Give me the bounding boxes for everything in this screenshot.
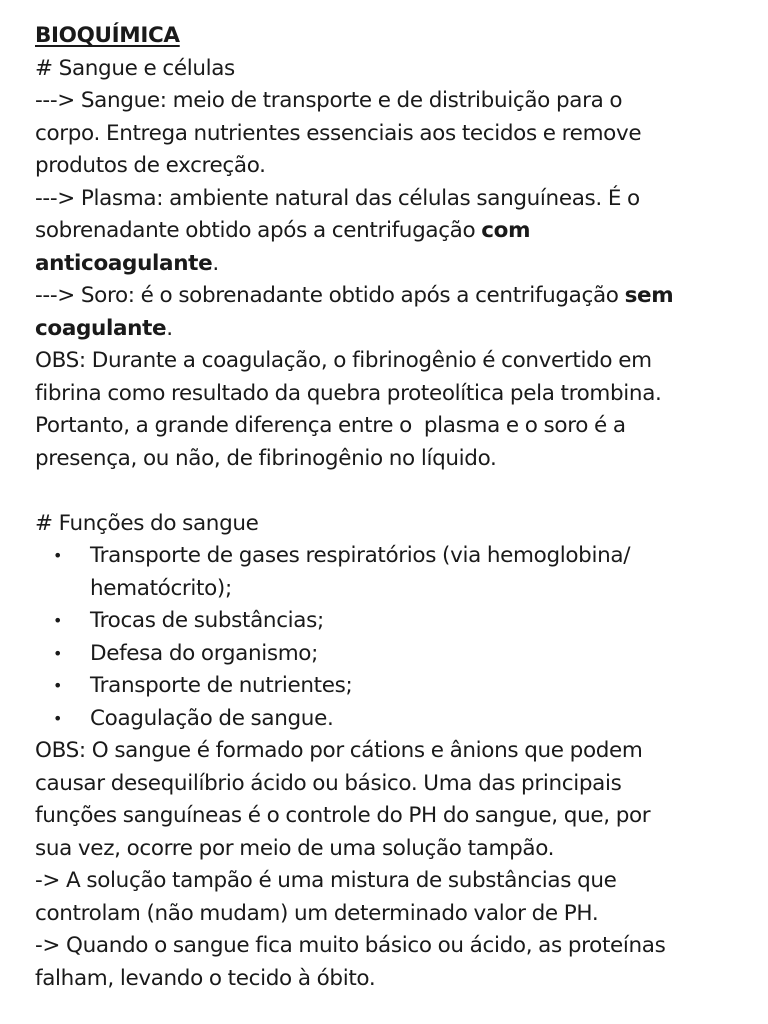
text-line: ---> Sangue: meio de transporte e de distribuição para o	[35, 88, 623, 113]
bold-term: coagulante	[35, 315, 167, 341]
text-line: OBS: Durante a coagulação, o fibrinogênio é convertido em	[35, 348, 652, 373]
list-item	[35, 638, 751, 671]
text-line: -> A solução tampão é uma mistura de substâncias que	[35, 868, 617, 893]
text-span: sobrenadante obtido após a centrifugação	[35, 218, 482, 243]
text-line: corpo. Entrega nutrientes essenciais aos tecidos e remove	[35, 120, 642, 146]
bold-term: com	[481, 218, 531, 243]
text-line	[35, 248, 751, 281]
bold-term: sem	[624, 283, 674, 308]
blank-line	[35, 475, 751, 508]
text-line	[35, 313, 751, 346]
list-item-text: Defesa do organismo;	[90, 640, 319, 666]
bullet-icon: •	[53, 708, 63, 728]
list-item	[35, 703, 751, 736]
text-span: .	[166, 315, 173, 341]
text-line: fibrina como resultado da quebra proteolítica pela trombina.	[35, 380, 662, 406]
text-line: falham, levando o tecido à óbito.	[35, 965, 376, 991]
bullet-icon: •	[53, 546, 63, 565]
sangue-paragraph	[35, 85, 751, 183]
text-span: .	[212, 250, 219, 276]
list-item-text: Transporte de gases respiratórios (via hemoglobina/	[90, 543, 631, 568]
text-line: ---> Plasma: ambiente natural das células sanguíneas. É o	[35, 185, 640, 211]
text-line	[35, 215, 751, 248]
list-item	[35, 605, 751, 638]
list-item	[35, 670, 751, 703]
text-line: controlam (não mudam) um determinado valor de PH.	[35, 900, 599, 926]
text-line	[35, 280, 751, 313]
functions-list	[35, 540, 751, 735]
text-line: causar desequilíbrio ácido ou básico. Uma das principais	[35, 770, 622, 796]
list-item	[35, 540, 751, 605]
bullet-icon: •	[53, 611, 63, 630]
list-item-text: Transporte de nutrientes;	[90, 673, 353, 698]
list-item-text: hematócrito);	[90, 575, 232, 601]
obs-paragraph-fibrinogenio	[35, 345, 751, 475]
text-span: ---> Soro: é o sobrenadante obtido após a centrifugação	[35, 283, 625, 308]
bullet-icon: •	[53, 676, 63, 695]
list-item-text: Coagulação de sangue.	[90, 705, 334, 731]
text-line: produtos de excreção.	[35, 153, 266, 178]
text-line: Portanto, a grande diferença entre o plasma e o soro é a	[35, 413, 626, 438]
note-body	[35, 20, 751, 995]
soro-paragraph	[35, 280, 751, 345]
text-line: -> Quando o sangue fica muito básico ou ácido, as proteínas	[35, 933, 666, 958]
plasma-paragraph	[35, 183, 751, 281]
text-line: OBS: O sangue é formado por cátions e ânions que podem	[35, 738, 643, 763]
bold-term: anticoagulante	[35, 250, 213, 276]
text-line: presença, ou não, de fibrinogênio no líquido.	[35, 445, 497, 471]
obs-paragraph-ph	[35, 735, 751, 995]
text-line: funções sanguíneas é o controle do PH do sangue, que, por	[35, 803, 651, 828]
note-title: BIOQUÍMICA	[35, 23, 180, 48]
bullet-icon: •	[53, 643, 63, 663]
section-heading-funcoes-sangue: # Funções do sangue	[35, 510, 259, 536]
text-line: sua vez, ocorre por meio de uma solução tampão.	[35, 835, 555, 861]
section-heading-sangue-celulas: # Sangue e células	[35, 55, 235, 81]
list-item-text: Trocas de substâncias;	[90, 608, 324, 633]
